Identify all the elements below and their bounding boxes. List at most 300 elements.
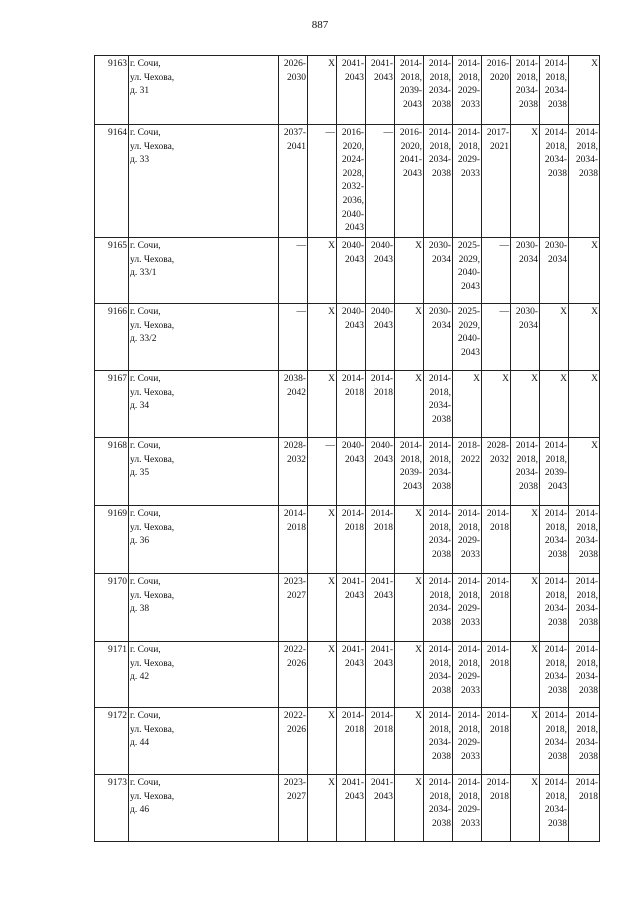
address-cell bbox=[129, 642, 279, 708]
address-line: г. Сочи, bbox=[130, 711, 161, 721]
period-cell bbox=[279, 438, 308, 506]
period-line: X bbox=[415, 577, 422, 587]
period-line: 2038- bbox=[283, 374, 306, 384]
period-line: X bbox=[531, 577, 538, 587]
period-cell bbox=[337, 574, 366, 642]
table-row bbox=[95, 506, 600, 574]
period-line: X bbox=[591, 441, 598, 451]
period-line: X bbox=[328, 374, 335, 384]
period-line: — bbox=[296, 307, 306, 317]
period-line: X bbox=[328, 778, 335, 788]
period-line: X bbox=[502, 374, 509, 384]
period-cell bbox=[366, 506, 395, 574]
period-line: 2034- bbox=[575, 155, 598, 166]
period-cell bbox=[569, 574, 600, 642]
period-cell bbox=[279, 56, 308, 125]
period-cell bbox=[366, 56, 395, 125]
period-line: 2020, bbox=[400, 141, 422, 152]
period-line: 2034- bbox=[428, 86, 451, 97]
period-line: 2018 bbox=[490, 658, 509, 669]
period-line: 2021 bbox=[490, 141, 509, 152]
period-cell bbox=[279, 506, 308, 574]
period-cell bbox=[569, 371, 600, 438]
period-line: 2033 bbox=[461, 617, 480, 628]
period-line: X bbox=[328, 59, 335, 69]
period-line: 2038 bbox=[548, 751, 567, 762]
period-line: 2034 bbox=[519, 254, 538, 265]
period-cell bbox=[569, 56, 600, 125]
row-number: 9168 bbox=[95, 438, 129, 506]
period-line: 2034- bbox=[428, 738, 451, 749]
period-line: X bbox=[591, 59, 598, 69]
period-line: 2020, bbox=[342, 141, 364, 152]
period-line: 2034- bbox=[428, 536, 451, 547]
period-cell bbox=[540, 642, 569, 708]
period-line: 2018 bbox=[490, 724, 509, 735]
period-line: 2027 bbox=[287, 590, 306, 601]
period-line: 2018 bbox=[345, 724, 364, 735]
address-line: г. Сочи, bbox=[130, 577, 161, 587]
period-cell bbox=[453, 125, 482, 238]
period-line: 2018 bbox=[579, 791, 598, 802]
period-line: 2018, bbox=[400, 72, 422, 83]
period-line: 2018, bbox=[576, 724, 598, 735]
period-line: 2026- bbox=[283, 59, 306, 69]
period-line: 2018, bbox=[545, 724, 567, 735]
period-line: — bbox=[325, 128, 335, 138]
period-line: 2043 bbox=[345, 223, 364, 234]
period-cell bbox=[482, 438, 511, 506]
period-line: 2043 bbox=[403, 168, 422, 179]
period-line: 2034 bbox=[432, 320, 451, 331]
period-cell bbox=[279, 238, 308, 304]
row-number: 9164 bbox=[95, 125, 129, 238]
period-line: 2032 bbox=[490, 454, 509, 465]
period-line: 2014- bbox=[428, 128, 451, 138]
period-cell bbox=[366, 775, 395, 842]
period-line: 2016- bbox=[341, 128, 364, 138]
period-line: 2029- bbox=[457, 672, 480, 683]
period-line: X bbox=[591, 307, 598, 317]
period-cell bbox=[569, 775, 600, 842]
period-line: 2018, bbox=[429, 791, 451, 802]
period-line: 2038 bbox=[579, 549, 598, 560]
period-line: 2034- bbox=[428, 155, 451, 166]
address-cell bbox=[129, 506, 279, 574]
period-line: 2038 bbox=[432, 685, 451, 696]
period-line: 2034- bbox=[544, 805, 567, 816]
period-line: 2028- bbox=[283, 441, 306, 451]
address-line: г. Сочи, bbox=[130, 241, 161, 251]
period-line: 2018, bbox=[429, 141, 451, 152]
period-cell bbox=[308, 125, 337, 238]
period-line: 2041- bbox=[341, 645, 364, 655]
period-line: 2029, bbox=[458, 320, 480, 331]
period-cell bbox=[482, 125, 511, 238]
period-line: 2014- bbox=[428, 59, 451, 69]
period-line: X bbox=[560, 374, 567, 384]
period-cell bbox=[511, 708, 540, 775]
period-line: 2043 bbox=[374, 454, 393, 465]
schedule-table bbox=[94, 55, 600, 842]
period-line: 2043 bbox=[374, 791, 393, 802]
period-cell bbox=[337, 238, 366, 304]
address-cell bbox=[129, 775, 279, 842]
period-cell bbox=[540, 304, 569, 371]
table-row bbox=[95, 304, 600, 371]
period-line: 2039- bbox=[544, 468, 567, 479]
period-line: 2014- bbox=[370, 374, 393, 384]
period-line: 2034- bbox=[544, 155, 567, 166]
period-cell bbox=[540, 506, 569, 574]
address-line: г. Сочи, bbox=[130, 441, 161, 451]
period-line: 2018, bbox=[429, 72, 451, 83]
period-cell bbox=[511, 642, 540, 708]
period-line: 2018, bbox=[545, 658, 567, 669]
period-line: 2043 bbox=[345, 254, 364, 265]
address-line: ул. Чехова, bbox=[130, 590, 175, 601]
period-line: 2014- bbox=[428, 645, 451, 655]
period-line: 2041- bbox=[370, 59, 393, 69]
period-line: 2014- bbox=[370, 711, 393, 721]
period-line: 2014- bbox=[575, 509, 598, 519]
period-line: 2017- bbox=[486, 128, 509, 138]
address-cell bbox=[129, 56, 279, 125]
period-line: X bbox=[328, 577, 335, 587]
period-cell bbox=[569, 642, 600, 708]
address-line: г. Сочи, bbox=[130, 59, 161, 69]
period-cell bbox=[540, 56, 569, 125]
period-cell bbox=[395, 642, 424, 708]
period-line: 2030 bbox=[287, 72, 306, 83]
period-line: 2038 bbox=[579, 617, 598, 628]
address-line: ул. Чехова, bbox=[130, 254, 175, 265]
period-line: 2014- bbox=[575, 711, 598, 721]
address-line: ул. Чехова, bbox=[130, 387, 175, 398]
period-line: 2043 bbox=[374, 590, 393, 601]
period-cell bbox=[482, 56, 511, 125]
period-line: 2040- bbox=[457, 334, 480, 345]
period-line: 2018, bbox=[458, 522, 480, 533]
table-row bbox=[95, 438, 600, 506]
period-line: 2038 bbox=[432, 99, 451, 110]
period-cell bbox=[482, 371, 511, 438]
address-cell bbox=[129, 438, 279, 506]
period-cell bbox=[337, 438, 366, 506]
period-line: X bbox=[531, 645, 538, 655]
period-line: 2040- bbox=[341, 209, 364, 220]
period-line: 2034- bbox=[575, 738, 598, 749]
period-line: 2034 bbox=[432, 254, 451, 265]
period-line: 2018 bbox=[345, 387, 364, 398]
period-line: 2039- bbox=[399, 86, 422, 97]
period-line: 2018, bbox=[429, 724, 451, 735]
period-line: 2038 bbox=[579, 751, 598, 762]
period-line: 2018 bbox=[374, 522, 393, 533]
table-body bbox=[95, 56, 600, 842]
period-line: 2018 bbox=[345, 522, 364, 533]
period-cell bbox=[395, 438, 424, 506]
period-line: 2038 bbox=[432, 617, 451, 628]
period-line: 2018, bbox=[429, 454, 451, 465]
period-line: 2034- bbox=[515, 468, 538, 479]
period-line: 2034- bbox=[544, 86, 567, 97]
period-cell bbox=[366, 574, 395, 642]
period-cell bbox=[308, 238, 337, 304]
period-line: X bbox=[560, 307, 567, 317]
row-number: 9165 bbox=[95, 238, 129, 304]
period-cell bbox=[308, 371, 337, 438]
period-line: 2034- bbox=[515, 86, 538, 97]
period-line: 2041- bbox=[341, 778, 364, 788]
period-line: 2022 bbox=[461, 454, 480, 465]
period-line: 2018 bbox=[490, 791, 509, 802]
period-line: 2043 bbox=[345, 320, 364, 331]
table-row bbox=[95, 775, 600, 842]
table-row bbox=[95, 574, 600, 642]
period-cell bbox=[395, 775, 424, 842]
table-row bbox=[95, 371, 600, 438]
address-line: д. 44 bbox=[130, 738, 150, 749]
period-line: 2043 bbox=[345, 454, 364, 465]
period-cell bbox=[424, 371, 453, 438]
period-cell bbox=[279, 775, 308, 842]
period-cell bbox=[453, 238, 482, 304]
period-line: 2043 bbox=[403, 481, 422, 492]
period-line: 2043 bbox=[461, 281, 480, 292]
period-line: 2014- bbox=[544, 59, 567, 69]
period-cell bbox=[453, 775, 482, 842]
address-line: д. 33/1 bbox=[130, 268, 157, 279]
period-cell bbox=[453, 506, 482, 574]
period-line: 2032 bbox=[287, 454, 306, 465]
row-number: 9163 bbox=[95, 56, 129, 125]
period-cell bbox=[540, 438, 569, 506]
period-cell bbox=[308, 642, 337, 708]
period-line: 2030- bbox=[544, 241, 567, 251]
period-line: 2018, bbox=[458, 590, 480, 601]
period-line: 2038 bbox=[432, 751, 451, 762]
address-line: д. 35 bbox=[130, 468, 150, 479]
period-line: 2029- bbox=[457, 604, 480, 615]
address-line: д. 36 bbox=[130, 536, 150, 547]
period-cell bbox=[424, 775, 453, 842]
period-cell bbox=[569, 238, 600, 304]
address-line: д. 33/2 bbox=[130, 334, 157, 345]
period-line: 2034- bbox=[544, 672, 567, 683]
period-line: 2018, bbox=[545, 590, 567, 601]
address-line: д. 31 bbox=[130, 86, 150, 97]
period-cell bbox=[482, 238, 511, 304]
period-cell bbox=[308, 708, 337, 775]
period-line: X bbox=[415, 711, 422, 721]
period-line: 2038 bbox=[519, 99, 538, 110]
period-line: 2018 bbox=[374, 724, 393, 735]
period-line: 2034- bbox=[428, 672, 451, 683]
address-cell bbox=[129, 238, 279, 304]
period-line: X bbox=[591, 374, 598, 384]
period-line: 2014- bbox=[486, 577, 509, 587]
period-cell bbox=[366, 438, 395, 506]
period-line: 2043 bbox=[374, 254, 393, 265]
period-cell bbox=[424, 304, 453, 371]
period-cell bbox=[395, 574, 424, 642]
period-line: 2014- bbox=[457, 778, 480, 788]
period-line: 2014- bbox=[486, 645, 509, 655]
period-cell bbox=[540, 238, 569, 304]
period-line: 2018, bbox=[458, 791, 480, 802]
period-cell bbox=[482, 708, 511, 775]
period-line: 2018, bbox=[545, 72, 567, 83]
period-cell bbox=[424, 438, 453, 506]
period-line: 2018 bbox=[490, 522, 509, 533]
period-line: — bbox=[383, 128, 393, 138]
period-cell bbox=[424, 708, 453, 775]
period-cell bbox=[511, 371, 540, 438]
period-cell bbox=[453, 708, 482, 775]
period-line: 2038 bbox=[548, 99, 567, 110]
address-line: ул. Чехова, bbox=[130, 522, 175, 533]
table-row bbox=[95, 56, 600, 125]
period-cell bbox=[395, 125, 424, 238]
period-cell bbox=[308, 438, 337, 506]
period-cell bbox=[569, 708, 600, 775]
period-line: 2038 bbox=[432, 481, 451, 492]
period-line: 2022- bbox=[283, 645, 306, 655]
period-line: 2030- bbox=[428, 241, 451, 251]
period-line: 2034- bbox=[428, 468, 451, 479]
period-line: 2018, bbox=[429, 658, 451, 669]
period-line: 2014- bbox=[457, 509, 480, 519]
period-line: 2014- bbox=[544, 645, 567, 655]
address-line: ул. Чехова, bbox=[130, 320, 175, 331]
period-line: 2025- bbox=[457, 307, 480, 317]
address-cell bbox=[129, 304, 279, 371]
address-line: д. 38 bbox=[130, 604, 150, 615]
period-line: — bbox=[296, 241, 306, 251]
period-line: 2024- bbox=[341, 155, 364, 166]
period-line: 2029- bbox=[457, 738, 480, 749]
period-line: 2014- bbox=[457, 128, 480, 138]
period-line: 2033 bbox=[461, 168, 480, 179]
period-cell bbox=[308, 775, 337, 842]
period-line: 2043 bbox=[374, 658, 393, 669]
period-line: 2038 bbox=[432, 549, 451, 560]
period-line: X bbox=[531, 128, 538, 138]
period-line: 2014- bbox=[399, 441, 422, 451]
address-line: г. Сочи, bbox=[130, 374, 161, 384]
period-line: 2034- bbox=[544, 536, 567, 547]
period-line: X bbox=[591, 241, 598, 251]
period-line: 2043 bbox=[374, 320, 393, 331]
period-line: 2041- bbox=[341, 59, 364, 69]
period-line: 2040- bbox=[341, 441, 364, 451]
period-line: 2043 bbox=[345, 791, 364, 802]
period-line: 2023- bbox=[283, 577, 306, 587]
period-cell bbox=[279, 642, 308, 708]
period-line: 2018, bbox=[576, 658, 598, 669]
period-line: 2034- bbox=[544, 604, 567, 615]
period-line: 2040- bbox=[370, 441, 393, 451]
period-cell bbox=[511, 238, 540, 304]
period-cell bbox=[424, 238, 453, 304]
period-cell bbox=[395, 708, 424, 775]
period-line: 2018 bbox=[490, 590, 509, 601]
table-row bbox=[95, 642, 600, 708]
period-line: 2041- bbox=[370, 778, 393, 788]
address-line: ул. Чехова, bbox=[130, 72, 175, 83]
period-line: 2014- bbox=[428, 711, 451, 721]
period-line: 2014- bbox=[486, 778, 509, 788]
address-line: д. 46 bbox=[130, 805, 150, 816]
period-line: 2029- bbox=[457, 155, 480, 166]
period-line: 2038 bbox=[548, 168, 567, 179]
period-line: 2043 bbox=[461, 347, 480, 358]
period-line: X bbox=[415, 645, 422, 655]
period-line: 2040- bbox=[457, 268, 480, 279]
period-line: 2014- bbox=[457, 645, 480, 655]
period-line: 2014- bbox=[544, 128, 567, 138]
period-line: 2033 bbox=[461, 99, 480, 110]
period-cell bbox=[482, 642, 511, 708]
period-cell bbox=[308, 304, 337, 371]
period-cell bbox=[337, 506, 366, 574]
period-line: 2018, bbox=[458, 72, 480, 83]
period-cell bbox=[279, 574, 308, 642]
period-line: X bbox=[415, 509, 422, 519]
period-cell bbox=[337, 775, 366, 842]
period-line: 2018, bbox=[429, 590, 451, 601]
period-cell bbox=[540, 775, 569, 842]
period-line: 2016- bbox=[486, 59, 509, 69]
period-line: 2039- bbox=[399, 468, 422, 479]
period-cell bbox=[395, 371, 424, 438]
period-line: 2038 bbox=[548, 685, 567, 696]
period-cell bbox=[453, 304, 482, 371]
period-cell bbox=[424, 642, 453, 708]
period-cell bbox=[511, 304, 540, 371]
period-line: 2028- bbox=[486, 441, 509, 451]
period-line: 2026 bbox=[287, 724, 306, 735]
address-line: г. Сочи, bbox=[130, 128, 161, 138]
period-line: 2014- bbox=[341, 509, 364, 519]
period-cell bbox=[482, 775, 511, 842]
period-line: 2033 bbox=[461, 751, 480, 762]
period-cell bbox=[453, 642, 482, 708]
period-line: 2033 bbox=[461, 685, 480, 696]
period-cell bbox=[424, 56, 453, 125]
row-number: 9167 bbox=[95, 371, 129, 438]
period-line: 2034- bbox=[575, 672, 598, 683]
period-cell bbox=[366, 642, 395, 708]
period-line: 2018, bbox=[576, 141, 598, 152]
period-line: 2018, bbox=[458, 658, 480, 669]
table-row bbox=[95, 708, 600, 775]
period-cell bbox=[424, 574, 453, 642]
period-cell bbox=[482, 506, 511, 574]
period-cell bbox=[279, 371, 308, 438]
period-line: 2040- bbox=[341, 307, 364, 317]
period-line: 2036, bbox=[342, 195, 364, 206]
period-cell bbox=[540, 125, 569, 238]
period-cell bbox=[308, 506, 337, 574]
period-line: 2014- bbox=[575, 778, 598, 788]
period-line: 2029- bbox=[457, 86, 480, 97]
period-cell bbox=[424, 125, 453, 238]
period-line: 2020 bbox=[490, 72, 509, 83]
address-line: ул. Чехова, bbox=[130, 658, 175, 669]
period-line: 2014- bbox=[283, 509, 306, 519]
